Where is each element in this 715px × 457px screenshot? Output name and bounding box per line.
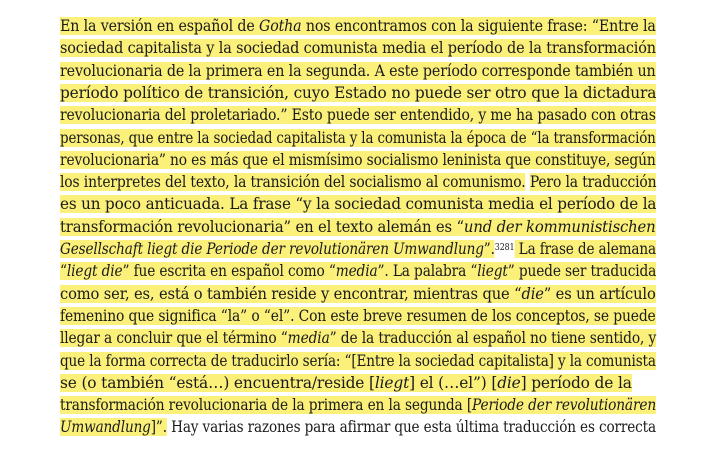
highlighted-text: nos encontramos con la siguiente frase: “Entre la	[301, 17, 656, 35]
highlighted-text: revolucionaria” no es más que el mismísimo socialismo leninista que constituye, según	[60, 150, 656, 169]
text-line	[60, 60, 656, 82]
highlighted-text: Gesellschaft liegt die Periode der revolutionären Umwandlung	[60, 240, 484, 258]
text-line	[60, 394, 656, 416]
highlighted-text: media	[335, 262, 378, 281]
highlighted-text: Pero la traducción	[529, 173, 657, 192]
text-line	[60, 372, 632, 394]
highlighted-text: La frase de alemana	[514, 240, 656, 258]
highlighted-text: die	[521, 284, 544, 303]
highlighted-text: ] período de la	[520, 373, 632, 392]
highlighted-text: sociedad capitalista y la sociedad comunista media el período de la transformación	[60, 39, 656, 58]
highlighted-text: Gotha	[258, 17, 302, 35]
text-line	[60, 238, 656, 260]
highlighted-text: ”.	[483, 240, 495, 258]
highlighted-text: und der kommunistischen	[463, 217, 656, 236]
highlighted-text: Umwandlung	[60, 418, 151, 437]
highlighted-text: En la versión en español de	[60, 17, 259, 35]
highlighted-text: media	[287, 329, 330, 348]
text-line	[60, 15, 656, 37]
text-line	[60, 171, 656, 193]
highlighted-text: ” puede ser traducida	[507, 262, 657, 281]
text-segment: Hay varias razones para afirmar que esta última traducción es correcta	[166, 418, 656, 437]
highlighted-text: ]”.	[150, 418, 167, 437]
text-line	[60, 104, 656, 126]
highlighted-text: transformación revolucionaria de la primera en la segunda [	[60, 396, 473, 415]
highlighted-text: ” de la traducción al español no tiene sentido, y	[329, 329, 657, 348]
text-line	[60, 283, 656, 305]
highlighted-text: ”. La palabra “	[377, 262, 478, 281]
highlighted-text: como ser, es, está o también reside y encontrar, mientras que “	[60, 284, 522, 303]
text-line	[60, 216, 656, 238]
highlighted-text: revolucionaria de la primera en la segunda. A este período corresponde también un	[60, 61, 656, 80]
highlighted-text: Esto puede ser entendido, y me ha pasado con otras	[287, 106, 656, 125]
highlighted-text: los interpretes del texto, la transición del socialismo al comunismo.	[60, 173, 526, 192]
highlighted-text: die	[497, 373, 521, 392]
text-line	[60, 37, 656, 59]
highlighted-text: período político de transición, cuyo Estado no puede ser otro que la dictadura	[60, 83, 657, 102]
highlighted-text: revolucionaria del proletariado.”	[60, 106, 288, 125]
highlighted-text: ] el (…el”) [	[409, 373, 498, 392]
highlighted-text: que la forma correcta de traducirlo sería: “[Entre la sociedad capitalista] y la comunista	[60, 351, 656, 370]
text-line	[60, 260, 656, 282]
highlighted-text: liegt	[374, 373, 410, 392]
highlighted-text: liegt	[477, 262, 508, 281]
text-line	[60, 305, 656, 327]
text-line	[60, 350, 656, 372]
highlighted-text: es un poco anticuada. La frase “y la sociedad comunista media el período de la	[60, 195, 657, 214]
footnote-ref: 3281	[494, 243, 515, 253]
highlighted-text: ” es un artículo	[543, 284, 656, 303]
highlighted-text: “	[60, 262, 67, 281]
highlighted-text: femenino que significa “la” o “el”. Con este breve resumen de los conceptos, se puede	[60, 306, 656, 325]
highlighted-text: ” fue escrita en español como “	[122, 262, 336, 281]
highlighted-text: llegar a concluir que el término “	[60, 329, 288, 348]
text-line	[60, 127, 656, 149]
highlighted-text: Periode der revolutionären	[472, 396, 657, 415]
text-line	[60, 327, 656, 349]
highlighted-text: personas, que entre la sociedad capitalista y la comunista la época de “la transformación	[60, 128, 656, 147]
text-line	[60, 82, 656, 104]
text-line	[60, 149, 656, 171]
text-line	[60, 416, 656, 438]
highlighted-text: transformación revolucionaria” en el texto alemán es “	[60, 217, 464, 236]
highlighted-text: se (o también “está…) encuentra/reside [	[60, 373, 375, 392]
highlighted-text: liegt die	[66, 262, 123, 281]
text-line	[60, 193, 656, 215]
